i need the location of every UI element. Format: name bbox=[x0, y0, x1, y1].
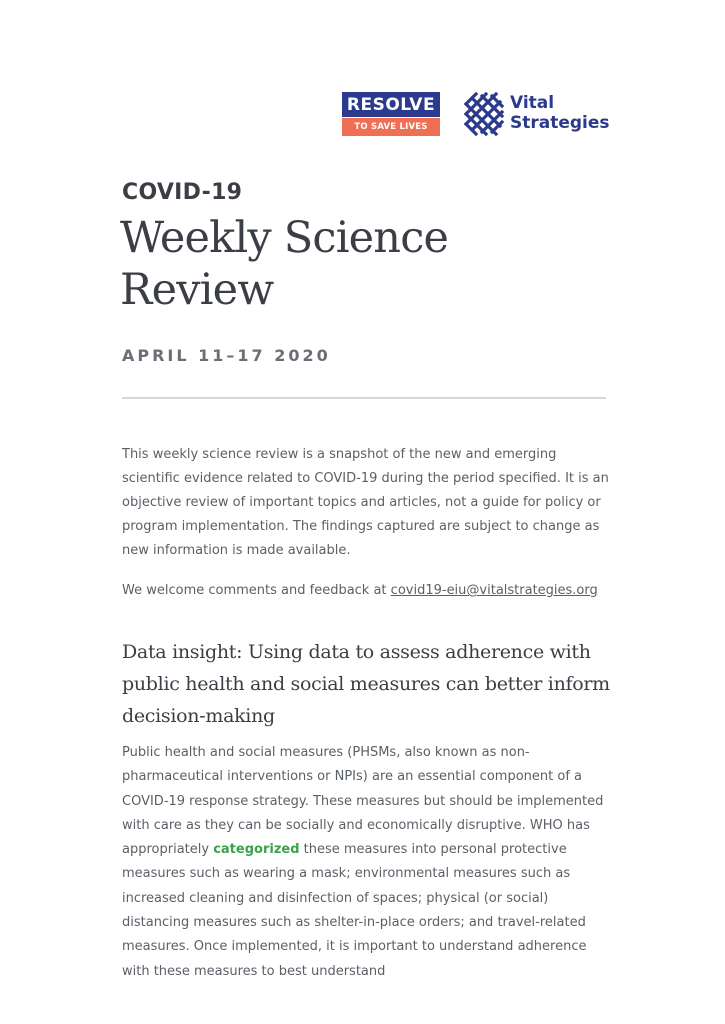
section-body bbox=[122, 741, 612, 984]
logo-bar bbox=[342, 92, 612, 138]
feedback-prefix: We welcome comments and feedback at bbox=[122, 583, 391, 598]
document-eyebrow: COVID-19 bbox=[122, 180, 243, 205]
section-body-part2: these measures into personal protective measures such as wearing a mask; environmental measures such as increased cleaning and disinfection of spaces; physical (or social) distancing measures such as shelter-in-place orders; and travel-related measures. Once implemented, it is important to understand adherence with these measures to best understand bbox=[122, 842, 587, 979]
resolve-logo-top: RESOLVE bbox=[342, 92, 440, 117]
section-heading: Data insight: Using data to assess adherence with public health and social measures can better inform decision-making bbox=[122, 641, 610, 727]
resolve-to-save-lives-logo bbox=[342, 92, 440, 136]
section-body-part1: Public health and social measures (PHSMs, also known as non-pharmaceutical interventions or NPIs) are an essential component of a COVID-19 response strategy. These measures but should be implemented with care as they can be socially and economically disruptive. WHO has appropriately bbox=[122, 745, 604, 858]
resolve-logo-bottom: TO SAVE LIVES bbox=[342, 118, 440, 136]
feedback-email-link[interactable]: covid19-eiu@vitalstrategies.org bbox=[390, 583, 598, 598]
categorized-link[interactable]: categorized bbox=[213, 842, 300, 858]
intro-paragraph: This weekly science review is a snapshot of the new and emerging scientific evidence related to COVID-19 during the period specified. It is an objective review of important topics and articles, not a guide for policy or program implementation. The findings captured are subject to change as new information is made available. bbox=[122, 447, 609, 558]
document-date: APRIL 11–17 2020 bbox=[122, 346, 331, 365]
vital-strategies-line2: Strategies bbox=[510, 113, 610, 133]
vital-strategies-mark-icon bbox=[462, 92, 506, 136]
feedback-line bbox=[122, 579, 642, 603]
divider bbox=[122, 397, 606, 399]
vital-strategies-line1: Vital bbox=[510, 93, 555, 113]
document-title: Weekly Science Review bbox=[120, 213, 449, 315]
vital-strategies-wordmark bbox=[510, 93, 610, 133]
